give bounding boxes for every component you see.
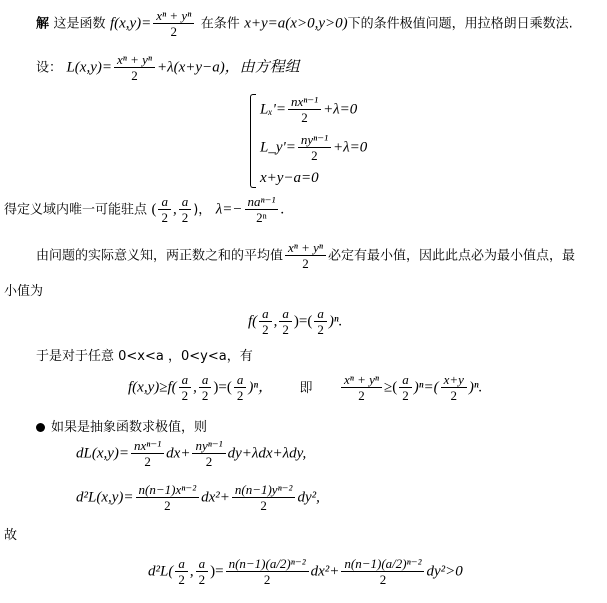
ineq-x bbox=[179, 372, 192, 403]
ie-word: 即 bbox=[299, 380, 313, 396]
dl-frac2-num: nyⁿ⁻¹ bbox=[192, 438, 225, 454]
final-x-den: 2 bbox=[178, 572, 185, 587]
min-mid: )=( bbox=[293, 313, 313, 330]
system-eq2 bbox=[260, 132, 367, 163]
meaning-text: 必定有最小值，因此此点必为最小值点，最 bbox=[328, 248, 576, 264]
lagrange-prefix: 设： bbox=[36, 60, 63, 76]
ineq-x-num: a bbox=[179, 372, 192, 388]
ineq-mid: )=( bbox=[213, 379, 232, 396]
final-lhs: d²L( bbox=[148, 563, 174, 580]
eq1-rhs: +λ=0 bbox=[323, 101, 358, 118]
eq1-lhs: Lₓ'= bbox=[260, 101, 286, 118]
intro-text: 这是函数 bbox=[53, 16, 106, 32]
min-y-num: a bbox=[279, 306, 292, 322]
comma: , bbox=[273, 313, 278, 330]
stationary-text: 得定义域内唯一可能驻点 bbox=[4, 202, 148, 218]
forall-text: 于是对于任意 0<x<a ，0<y<a，有 bbox=[36, 349, 253, 364]
lambda-denominator: 2ⁿ bbox=[256, 210, 267, 225]
point-y-num: a bbox=[179, 194, 192, 210]
lagrange-fraction bbox=[114, 52, 155, 83]
ineq-close3: )ⁿ. bbox=[468, 379, 483, 396]
dl-frac1-den: 2 bbox=[144, 454, 151, 469]
d2l-term1: dx²+ bbox=[201, 489, 230, 506]
intro-text: 在条件 bbox=[200, 16, 240, 32]
system-brace bbox=[250, 94, 256, 188]
ineq-value bbox=[234, 372, 247, 403]
d2l-frac1-den: 2 bbox=[164, 498, 171, 513]
eq1-denominator: 2 bbox=[301, 110, 308, 125]
final-frac1-num: n(n−1)(a/2)ⁿ⁻² bbox=[226, 556, 309, 572]
min-x bbox=[259, 306, 272, 337]
ineq-y-num: a bbox=[199, 372, 212, 388]
ineq-lhs: f(x,y)≥f( bbox=[128, 379, 177, 396]
final-line bbox=[148, 556, 463, 587]
ineq-value-num: a bbox=[234, 372, 247, 388]
abstract-line bbox=[36, 416, 207, 435]
lagrange-lhs: L(x,y)= bbox=[66, 59, 112, 76]
ineq-sum-num: x+y bbox=[441, 372, 467, 388]
final-term1: dx²+ bbox=[310, 563, 340, 580]
meaning-denominator: 2 bbox=[302, 256, 309, 271]
dl-lhs: dL(x,y)= bbox=[76, 445, 130, 462]
meaning-line bbox=[36, 240, 575, 271]
min-x-num: a bbox=[259, 306, 272, 322]
ineq-y bbox=[199, 372, 212, 403]
dl-frac2-den: 2 bbox=[205, 454, 213, 469]
point-y-den: 2 bbox=[181, 210, 189, 225]
ineq-avg-den: 2 bbox=[358, 388, 365, 403]
d2l-frac1 bbox=[136, 482, 200, 513]
point-x-den: 2 bbox=[161, 210, 168, 225]
bullet-icon bbox=[36, 423, 45, 432]
min-y-den: 2 bbox=[282, 322, 289, 337]
system-eq3 bbox=[260, 170, 319, 187]
comma: , bbox=[172, 201, 177, 218]
paren: ( bbox=[151, 201, 157, 218]
meaning-line-2 bbox=[4, 280, 43, 299]
comma: , bbox=[189, 563, 194, 580]
ineq-sum bbox=[441, 372, 467, 403]
ineq-a2-den: 2 bbox=[402, 388, 409, 403]
therefore-word: 故 bbox=[4, 528, 18, 543]
d2l-frac1-num: n(n−1)xⁿ⁻² bbox=[136, 482, 200, 498]
min-value-num: a bbox=[314, 306, 327, 322]
eq2-denominator: 2 bbox=[311, 148, 318, 163]
lagrange-numerator: xⁿ + yⁿ bbox=[114, 52, 155, 68]
inequality-line bbox=[128, 372, 482, 403]
eq1-fraction bbox=[288, 94, 321, 125]
function-denominator: 2 bbox=[170, 24, 178, 39]
paren: )， bbox=[193, 202, 212, 218]
lambda-fraction bbox=[245, 194, 279, 225]
meaning-text: 小值为 bbox=[4, 284, 44, 299]
eq2-lhs: L_y'= bbox=[260, 139, 296, 156]
point-x bbox=[158, 194, 171, 225]
final-frac2-num: n(n−1)(a/2)ⁿ⁻² bbox=[341, 556, 424, 572]
solution-label: 解 bbox=[36, 16, 50, 32]
lagrange-rest: +λ(x+y−a)，由方程组 bbox=[157, 59, 300, 76]
final-frac1-den: 2 bbox=[263, 572, 271, 587]
d2l-line bbox=[76, 482, 320, 513]
ineq-sum-den: 2 bbox=[450, 388, 457, 403]
dl-frac1-num: nxⁿ⁻¹ bbox=[131, 438, 164, 454]
eq2-rhs: +λ=0 bbox=[332, 139, 368, 156]
function-fraction bbox=[153, 8, 194, 39]
d2l-frac2 bbox=[232, 482, 296, 513]
final-x-num: a bbox=[175, 556, 188, 572]
dl-term2: dy+λdx+λdy, bbox=[227, 445, 307, 462]
ineq-avg bbox=[341, 372, 382, 403]
min-y bbox=[279, 306, 292, 337]
intro-line bbox=[36, 8, 573, 39]
ineq-close: )ⁿ， bbox=[248, 379, 274, 396]
final-frac1 bbox=[226, 556, 309, 587]
dl-term1: dx+ bbox=[166, 445, 191, 462]
therefore-line bbox=[4, 524, 17, 543]
dl-line bbox=[76, 438, 306, 469]
final-y-num: a bbox=[196, 556, 209, 572]
ineq-a2-num: a bbox=[399, 372, 412, 388]
d2l-frac2-den: 2 bbox=[260, 498, 267, 513]
lambda-numerator: naⁿ⁻¹ bbox=[245, 194, 279, 210]
min-value-den: 2 bbox=[317, 322, 324, 337]
meaning-text: 由问题的实际意义知，两正数之和的平均值 bbox=[36, 248, 284, 264]
lagrange-line bbox=[36, 52, 300, 83]
ineq-eq: )ⁿ=( bbox=[413, 379, 439, 396]
point-y bbox=[179, 194, 192, 225]
lambda-lhs: λ=− bbox=[215, 201, 243, 218]
ineq-y-den: 2 bbox=[201, 388, 209, 403]
min-value-line bbox=[248, 306, 342, 337]
lagrange-denominator: 2 bbox=[131, 68, 138, 83]
eq2-fraction bbox=[298, 132, 331, 163]
function-numerator: xⁿ + yⁿ bbox=[153, 8, 194, 24]
meaning-fraction bbox=[285, 240, 326, 271]
point-x-num: a bbox=[158, 194, 171, 210]
final-x bbox=[175, 556, 188, 587]
ineq-a2 bbox=[399, 372, 412, 403]
comma: , bbox=[193, 379, 197, 396]
eq1-numerator: nxⁿ⁻¹ bbox=[288, 94, 321, 110]
min-value bbox=[314, 306, 327, 337]
eq2-numerator: nyⁿ⁻¹ bbox=[298, 132, 331, 148]
abstract-text: 如果是抽象函数求极值，则 bbox=[51, 420, 208, 435]
dl-frac1 bbox=[131, 438, 164, 469]
eq3: x+y−a=0 bbox=[260, 170, 319, 186]
d2l-frac2-num: n(n−1)yⁿ⁻² bbox=[232, 482, 296, 498]
final-mid: )= bbox=[210, 563, 224, 580]
final-y-den: 2 bbox=[198, 572, 206, 587]
min-close: )ⁿ. bbox=[328, 313, 343, 330]
forall-line bbox=[36, 345, 253, 364]
min-x-den: 2 bbox=[262, 322, 269, 337]
ineq-value-den: 2 bbox=[236, 388, 244, 403]
ineq-avg-num: xⁿ + yⁿ bbox=[341, 372, 382, 388]
min-lhs: f( bbox=[248, 313, 258, 330]
final-frac2-den: 2 bbox=[379, 572, 387, 587]
intro-text: 下的条件极值问题，用拉格朗日乘数法. bbox=[347, 16, 573, 32]
final-y bbox=[196, 556, 209, 587]
period: . bbox=[280, 201, 285, 218]
constraint: x+y=a(x>0,y>0) bbox=[244, 15, 348, 32]
d2l-lhs: d²L(x,y)= bbox=[76, 489, 134, 506]
d2l-term2: dy², bbox=[297, 489, 320, 506]
dl-frac2 bbox=[192, 438, 225, 469]
stationary-line bbox=[4, 194, 284, 225]
function-lhs: f(x,y)= bbox=[109, 15, 152, 32]
ineq-x-den: 2 bbox=[181, 388, 189, 403]
meaning-numerator: xⁿ + yⁿ bbox=[285, 240, 326, 256]
final-term2: dy²>0 bbox=[426, 563, 463, 580]
system-eq1 bbox=[260, 94, 357, 125]
ineq-ge: ≥( bbox=[384, 379, 398, 396]
final-frac2 bbox=[341, 556, 424, 587]
